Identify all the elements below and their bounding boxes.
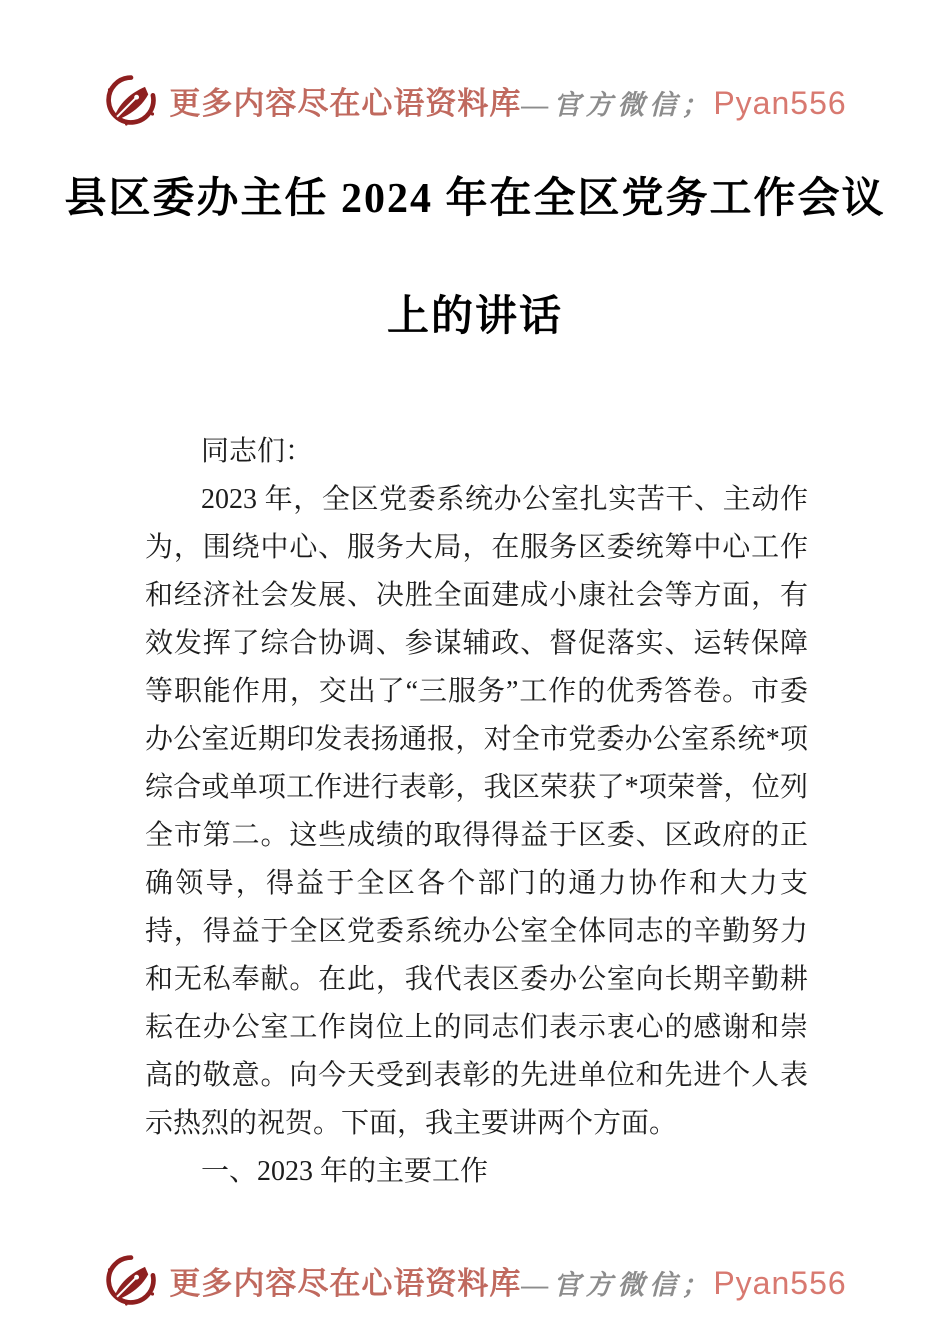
document-body (145, 428, 808, 1196)
pen-nib-circle-icon (103, 72, 159, 128)
section-heading: 一、2023 年的主要工作 (201, 1156, 489, 1187)
watermark-wechat-label: —官方微信； (521, 1269, 714, 1300)
header-watermark-text (169, 78, 846, 123)
watermark-wechat-id: Pyan556 (713, 84, 847, 121)
footer-watermark-text (169, 1258, 846, 1303)
title-line-2: 上的讲话 (386, 294, 563, 340)
watermark-wechat-label: —官方微信； (521, 89, 714, 120)
watermark-brand-text: 更多内容尽在心语资料库 (169, 1265, 522, 1301)
watermark-wechat-id: Pyan556 (713, 1264, 847, 1301)
title-line-1: 县区委办主任 2024 年在全区党务工作会议 (64, 176, 886, 222)
document-title (0, 140, 950, 376)
pen-nib-circle-icon (103, 1252, 159, 1308)
watermark-brand-text: 更多内容尽在心语资料库 (169, 85, 522, 121)
header-watermark (0, 0, 950, 128)
body-paragraph: 2023 年，全区党委系统办公室扎实苦干、主动作为，围绕中心、服务大局，在服务区委统筹中心工作和经济社会发展、决胜全面建成小康社会等方面，有效发挥了综合协调、参谋辅政、督促落实、运转保障等职能作用，交出了“三服务”工作的优秀答卷。市委办公室近期印发表扬通报，对全市党委办公室系统*项综合或单项工作进行表彰，我区荣获了*项荣誉，位列全市第二。这些成绩的取得得益于区委、区政府的正确领导，得益于全区各个部门的通力协作和大力支持，得益于全区党委系统办公室全体同志的辛勤努力和无私奉献。在此，我代表区委办公室向长期辛勤耕耘在办公室工作岗位上的同志们表示衷心的感谢和崇高的敬意。向今天受到表彰的先进单位和先进个人表示热烈的祝贺。下面，我主要讲两个方面。 (145, 484, 808, 1139)
footer-watermark (0, 1252, 950, 1308)
salutation-paragraph: 同志们： (201, 436, 314, 467)
